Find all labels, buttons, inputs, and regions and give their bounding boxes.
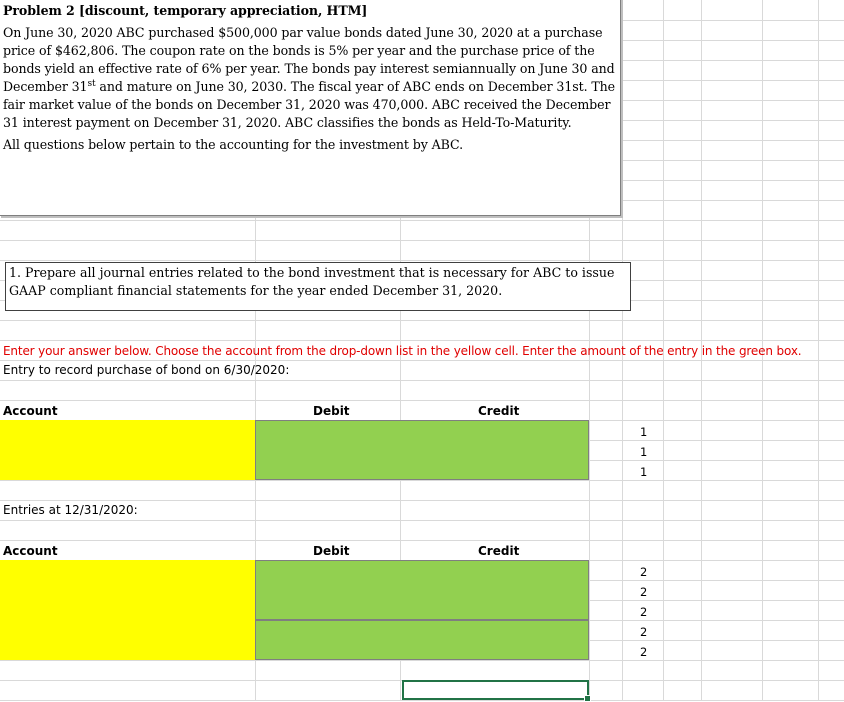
entry2-marker: 2 <box>640 625 648 639</box>
problem-note: All questions below pertain to the accounting for the investment by ABC. <box>3 137 464 152</box>
entry2-marker: 2 <box>640 585 648 599</box>
entry2-marker: 2 <box>640 565 648 579</box>
entry1-marker: 1 <box>640 465 648 479</box>
entry2-credit-header: Credit <box>478 544 520 558</box>
entry2-amount-cell[interactable] <box>255 620 589 660</box>
entry1-marker: 1 <box>640 445 648 459</box>
selected-cell[interactable] <box>402 680 589 700</box>
question-text-box: 1. Prepare all journal entries related to the bond investment that is necessary for ABC to issue GAAP compliant financial statements for the year ended December 31, 2020. <box>5 262 631 311</box>
problem-title: Problem 2 [discount, temporary appreciation, HTM] <box>3 3 368 18</box>
instruction-text: Enter your answer below. Choose the account from the drop-down list in the yellow cell. Enter the amount of the entry in the green box. <box>3 344 802 358</box>
entry2-marker: 2 <box>640 645 648 659</box>
entry1-account-cell[interactable] <box>0 420 255 480</box>
entry2-account-cell[interactable] <box>0 560 255 660</box>
entry2-account-header: Account <box>3 544 58 558</box>
problem-text-box <box>0 0 621 216</box>
problem-paragraph: On June 30, 2020 ABC purchased $500,000 par value bonds dated June 30, 2020 at a purchase price of $462,806. The coupon rate on the bonds is 5% per year and the purchase price of the bonds yield an effective rate of 6% per year. The bonds pay interest semiannually on June 30 and December 31st and mature on June 30, 2030. The fiscal year of ABC ends on December 31st. The fair market value of the bonds on December 31, 2020 was 470,000. ABC received the December 31 interest payment on December 31, 2020. ABC classifies the bonds as Held-To-Maturity. <box>3 25 616 130</box>
entry1-amount-cell[interactable] <box>255 420 589 480</box>
entry2-amount-cell[interactable] <box>255 560 589 620</box>
entry1-account-header: Account <box>3 404 58 418</box>
entry1-debit-header: Debit <box>313 404 350 418</box>
entry2-label: Entries at 12/31/2020: <box>3 503 138 517</box>
entry1-marker: 1 <box>640 425 648 439</box>
entry1-credit-header: Credit <box>478 404 520 418</box>
entry2-marker: 2 <box>640 605 648 619</box>
entry2-debit-header: Debit <box>313 544 350 558</box>
entry1-label: Entry to record purchase of bond on 6/30/2020: <box>3 363 290 377</box>
